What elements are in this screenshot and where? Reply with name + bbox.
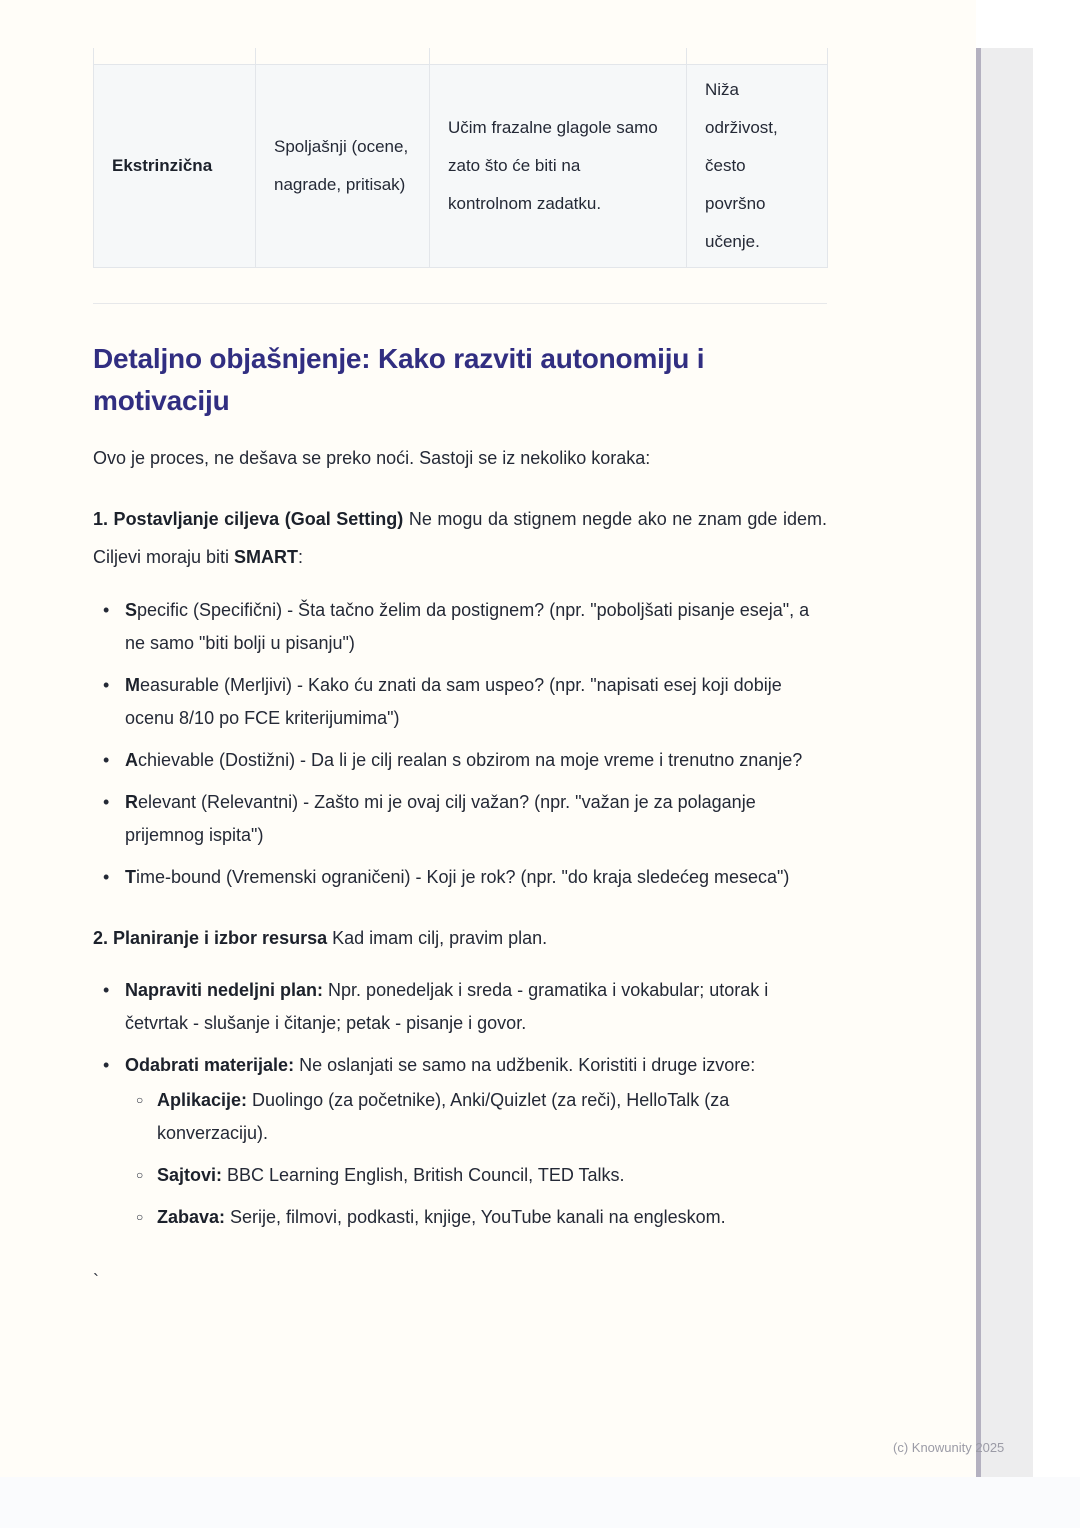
intro-paragraph: Ovo je proces, ne dešava se preko noći. Sastoji se iz nekoliko koraka:	[93, 448, 651, 468]
list-item-relevant	[93, 786, 827, 852]
item-text: pecific (Specifični) - Šta tačno želim da postignem? (npr. "poboljšati pisanje eseja", a ne samo "biti bolji u pisanju")	[125, 600, 810, 653]
list-item-sites	[125, 1159, 827, 1192]
step1-text: Ne mogu da stignem negde ako ne znam gde idem. Ciljevi moraju biti	[93, 509, 827, 567]
section-heading: Detaljno objašnjenje: Kako razviti autonomiju i motivaciju	[93, 343, 705, 416]
bold-lead: A	[125, 750, 138, 770]
bold-lead: M	[125, 675, 140, 695]
list-item-text	[125, 744, 827, 777]
smart-keyword: SMART	[234, 547, 299, 567]
list-item-text	[125, 594, 827, 660]
table-cell	[687, 48, 828, 65]
bullet-icon: •	[103, 867, 110, 887]
copyright-footer: (c) Knowunity 2025	[893, 1440, 1005, 1455]
item-text: Serije, filmovi, podkasti, knjige, YouTube kanali na engleskom.	[225, 1207, 726, 1227]
scrollbar-track[interactable]	[976, 48, 1033, 1477]
bullet-icon: •	[103, 1055, 110, 1075]
item-text: Npr. ponedeljak i sreda - gramatika i vokabular; utorak i četvrtak - slušanje i čitanje; petak - pisanje i govor.	[125, 980, 769, 1033]
list-item-text	[125, 786, 827, 852]
circle-bullet-icon: ○	[136, 1093, 144, 1107]
table-cell-example: Učim frazalne glagole samo zato što će biti na kontrolnom zadatku.	[430, 65, 687, 268]
item-text: ime-bound (Vremenski ograničeni) - Koji je rok? (npr. "do kraja sledećeg meseca")	[136, 867, 790, 887]
list-item-timebound	[93, 861, 827, 894]
table-cell	[94, 48, 256, 65]
list-item-apps	[125, 1084, 827, 1150]
table-cell	[430, 48, 687, 65]
bold-lead: Zabava:	[157, 1207, 226, 1227]
table-row-partial	[94, 48, 828, 65]
list-item-text	[157, 1159, 827, 1192]
item-text: Ne oslanjati se samo na udžbenik. Koristiti i druge izvore:	[294, 1055, 756, 1075]
step1-paragraph	[93, 500, 827, 576]
circle-bullet-icon: ○	[136, 1168, 144, 1182]
table-cell-outcome: Niža održivost, često površno učenje.	[687, 65, 828, 268]
step2-title: 2. Planiranje i izbor resursa	[93, 928, 328, 948]
section-divider	[93, 303, 827, 304]
list-item-materials	[93, 1049, 827, 1243]
bullet-icon: •	[103, 980, 110, 1000]
bullet-icon: •	[103, 600, 110, 620]
circle-bullet-icon: ○	[136, 1210, 144, 1224]
item-text: chievable (Dostižni) - Da li je cilj realan s obzirom na moje vreme i trenutno znanje?	[138, 750, 803, 770]
table-row-ekstrinzicna	[94, 65, 828, 268]
item-text: BBC Learning English, British Council, TED Talks.	[222, 1165, 625, 1185]
table-cell	[256, 48, 430, 65]
plan-list	[93, 974, 827, 1243]
bullet-icon: •	[103, 792, 110, 812]
step1-title: 1. Postavljanje ciljeva (Goal Setting)	[93, 509, 404, 529]
page-bottom-margin	[0, 1477, 1080, 1528]
list-item-text	[125, 669, 827, 735]
smart-list	[93, 594, 827, 894]
table-cell-source: Spoljašnji (ocene, nagrade, pritisak)	[256, 65, 430, 268]
bullet-icon: •	[103, 750, 110, 770]
item-text: Duolingo (za početnike), Anki/Quizlet (za reči), HelloTalk (za konverzaciju).	[157, 1090, 730, 1143]
bullet-icon: •	[103, 675, 110, 695]
list-item-text	[157, 1201, 827, 1234]
stray-backtick: `	[93, 1271, 99, 1291]
bold-lead: Napraviti nedeljni plan:	[125, 980, 324, 1000]
list-item-fun	[125, 1201, 827, 1234]
step2-paragraph	[93, 919, 827, 957]
item-text: elevant (Relevantni) - Zašto mi je ovaj cilj važan? (npr. "važan je za polaganje prijemnog ispita")	[125, 792, 756, 845]
list-item-specific	[93, 594, 827, 660]
list-item-text	[157, 1084, 827, 1150]
bold-lead: Aplikacije:	[157, 1090, 248, 1110]
step1-colon: :	[298, 547, 304, 567]
bold-lead: R	[125, 792, 138, 812]
list-item-achievable	[93, 744, 827, 777]
list-item-text	[125, 974, 827, 1040]
resource-sublist	[125, 1084, 827, 1234]
list-item-text	[125, 1049, 827, 1243]
item-text: easurable (Merljivi) - Kako ću znati da sam uspeo? (npr. "napisati esej koji dobije ocenu 8/10 po FCE kriterijumima")	[125, 675, 782, 728]
motivation-table	[93, 48, 828, 268]
bold-lead: S	[125, 600, 138, 620]
list-item-measurable	[93, 669, 827, 735]
list-item-weekly-plan	[93, 974, 827, 1040]
table-cell-motivation-type: Ekstrinzična	[94, 65, 256, 268]
bold-lead: Sajtovi:	[157, 1165, 223, 1185]
bold-lead: Odabrati materijale:	[125, 1055, 295, 1075]
step2-text: Kad imam cilj, pravim plan.	[327, 928, 548, 948]
document-content	[93, 338, 827, 1298]
bold-lead: T	[125, 867, 136, 887]
list-item-text	[125, 861, 827, 894]
